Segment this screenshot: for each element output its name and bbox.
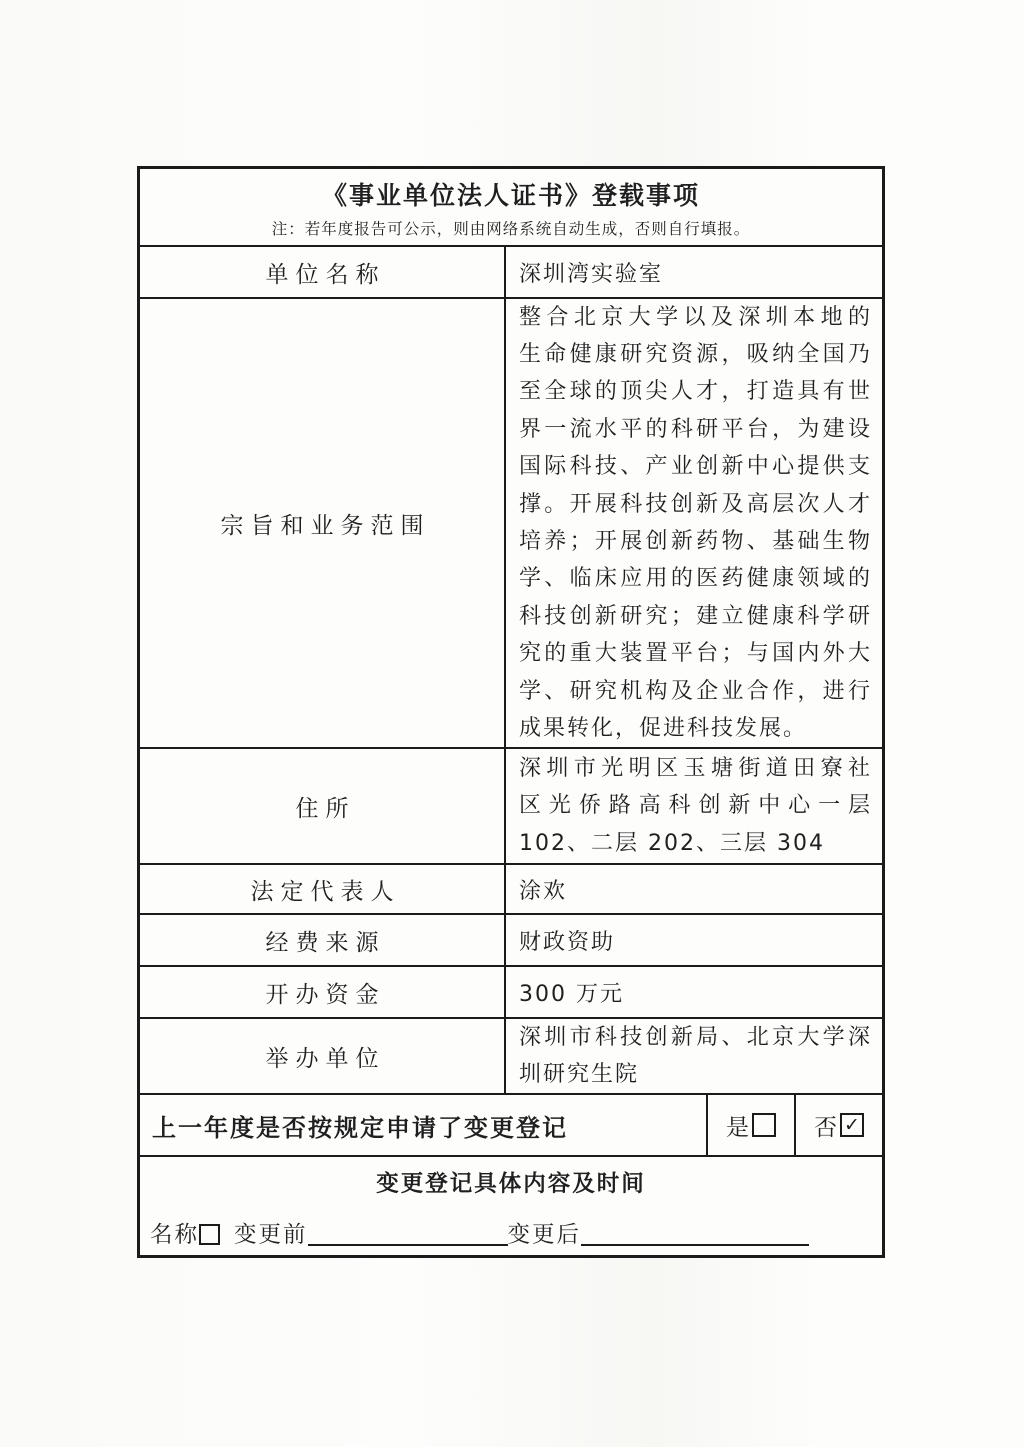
yes-label: 是 xyxy=(726,1114,749,1141)
row-value xyxy=(506,1019,882,1093)
value-line: 国际科技、产业创新中心提供支 xyxy=(519,454,872,480)
yes-checkbox xyxy=(752,1113,776,1137)
value-line: 科技创新研究；建立健康科学研 xyxy=(519,603,872,629)
name-checkbox xyxy=(199,1224,220,1245)
row-label: 住所 xyxy=(140,749,506,863)
value-line: 整合北京大学以及深圳本地的 xyxy=(519,304,872,330)
value-line: 102、二层 202、三层 304 xyxy=(519,830,825,856)
row-value: 深圳湾实验室 xyxy=(519,261,664,287)
row-label: 宗旨和业务范围 xyxy=(140,299,506,747)
before-label: 变更前 xyxy=(234,1222,308,1248)
after-label: 变更后 xyxy=(507,1222,582,1248)
table-row-legal-representative xyxy=(140,863,882,913)
row-value: 涂欢 xyxy=(519,878,568,904)
name-change-line xyxy=(140,1216,882,1249)
value-line: 学、研究机构及企业合作，进行 xyxy=(519,678,872,704)
row-label: 经费来源 xyxy=(140,915,506,965)
check-mark-icon: ✓ xyxy=(844,1114,860,1136)
name-label: 名称 xyxy=(150,1222,200,1248)
table-row-purpose-scope xyxy=(140,297,882,747)
value-line: 深圳市光明区玉塘街道田寮社 xyxy=(519,755,872,781)
no-cell xyxy=(794,1095,882,1155)
table-row-funding-source xyxy=(140,913,882,965)
row-value xyxy=(506,749,882,863)
value-line: 究的重大装置平台；与国内外大 xyxy=(519,641,872,667)
before-blank-field xyxy=(308,1222,508,1246)
row-value: 财政资助 xyxy=(519,929,616,955)
form-note: 注：若年度报告可公示，则由网络系统自动生成，否则自行填报。 xyxy=(271,220,751,238)
value-line: 学、临床应用的医药健康领域的 xyxy=(519,566,872,592)
page-title: 《事业单位法人证书》登载事项 xyxy=(321,181,700,210)
no-label: 否 xyxy=(814,1114,837,1141)
row-label: 单位名称 xyxy=(140,247,506,297)
value-line: 培养；开展创新药物、基础生物 xyxy=(519,529,872,554)
form-header-cell xyxy=(140,169,882,245)
value-line: 圳研究生院 xyxy=(519,1062,640,1087)
row-value: 300 万元 xyxy=(519,981,624,1007)
value-line: 撑。开展科技创新及高层次人才 xyxy=(519,491,872,517)
value-line: 成果转化，促进科技发展。 xyxy=(519,716,808,742)
value-line: 区光侨路高科创新中心一层 xyxy=(519,793,872,819)
yes-cell xyxy=(706,1095,794,1155)
change-details-heading: 变更登记具体内容及时间 xyxy=(376,1171,646,1197)
change-question-row xyxy=(140,1093,882,1155)
no-checkbox-checked xyxy=(840,1113,864,1137)
after-blank-field xyxy=(581,1222,809,1246)
change-question-text: 上一年度是否按规定申请了变更登记 xyxy=(152,1113,568,1142)
table-row-sponsor-unit xyxy=(140,1017,882,1093)
change-details-cell xyxy=(140,1155,882,1255)
row-value xyxy=(506,299,882,747)
value-line: 生命健康研究资源，吸纳全国乃 xyxy=(519,341,872,367)
row-label: 举办单位 xyxy=(140,1019,506,1093)
table-row-address xyxy=(140,747,882,863)
value-line: 至全球的顶尖人才，打造具有世 xyxy=(519,379,872,405)
row-label: 开办资金 xyxy=(140,967,506,1017)
registration-form-table xyxy=(137,166,885,1258)
row-label: 法定代表人 xyxy=(140,865,506,913)
table-row-unit-name xyxy=(140,245,882,297)
value-line: 界一流水平的科研平台，为建设 xyxy=(519,416,872,442)
value-line: 深圳市科技创新局、北京大学深 xyxy=(519,1024,872,1050)
table-row-startup-capital xyxy=(140,965,882,1017)
